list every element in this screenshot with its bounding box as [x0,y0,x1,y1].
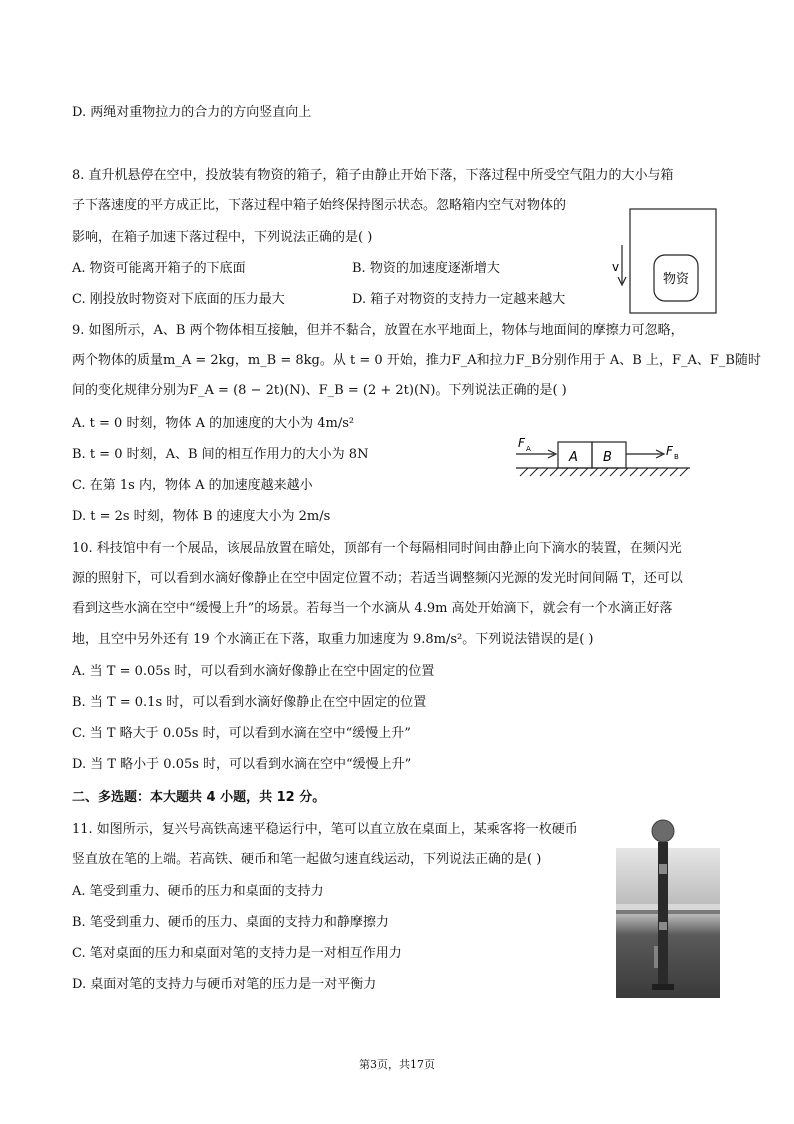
block-a-label: A [569,450,578,465]
q8-stem-line-1: 8. 直升机悬停在空中，投放装有物资的箱子，箱子由静止开始下落，下落过程中所受空气阻力的大小与箱 [72,168,674,183]
fa-label: F [518,436,525,450]
q11-pen-coin-photo [616,818,720,998]
q11-option-a: A. 笔受到重力、硬币的压力和桌面的支持力 [72,884,324,899]
q10-option-c: C. 当 T 略大于 0.05s 时，可以看到水滴在空中“缓慢上升” [72,726,411,741]
q9-stem-line-1: 9. 如图所示，A、B 两个物体相互接触，但并不黏合，放置在水平地面上，物体与地面间的摩擦力可忽略， [72,323,684,338]
q10-stem-line-2: 源的照射下，可以看到水滴好像静止在空中固定位置不动；若适当调整频闪光源的发光时间间隔 T，还可以 [72,571,683,586]
q8-option-a: A. 物资可能离开箱子的下底面 [72,261,246,276]
q9-option-d: D. t = 2s 时刻，物体 B 的速度大小为 2m/s [72,509,331,524]
supplies-label: 物资 [663,272,690,287]
q9-option-a: A. t = 0 时刻，物体 A 的加速度的大小为 4m/s² [72,416,355,431]
q10-stem-line-4: 地，且空中另外还有 19 个水滴正在下落，取重力加速度为 9.8m/s²。下列说法错误的是( ) [72,632,594,647]
q10-option-b: B. 当 T = 0.1s 时，可以看到水滴好像静止在空中固定的位置 [72,695,427,710]
q8-option-c: C. 刚投放时物资对下底面的压力最大 [72,292,285,307]
q8-stem-line-2: 子下落速度的平方成正比，下落过程中箱子始终保持图示状态。忽略箱内空气对物体的 [72,198,567,213]
q11-option-d: D. 桌面对笔的支持力与硬币对笔的压力是一对平衡力 [72,977,377,992]
q9-stem-line-3: 间的变化规律分别为F_A = (8 − 2t)(N)、F_B = (2 + 2t)(N)。下列说法正确的是( ) [72,383,567,398]
q8-box-figure [606,205,722,317]
q9-stem-line-2: 两个物体的质量m_A = 2kg，m_B = 8kg。从 t = 0 开始，推力F_A和拉力F_B分别作用于 A、B 上，F_A、F_B随时 [72,353,761,368]
q11-stem-line-1: 11. 如图所示，复兴号高铁高速平稳运行中，笔可以直立放在桌面上，某乘客将一枚硬币 [72,822,578,837]
velocity-label: v [612,260,620,274]
section-title-multi-choice: 二、多选题：本大题共 4 小题，共 12 分。 [72,790,326,805]
q11-stem-line-2: 竖直放在笔的上端。若高铁、硬币和笔一起做匀速直线运动，下列说法正确的是( ) [72,852,542,867]
block-b-label: B [603,450,612,465]
fa-subscript: A [526,445,531,453]
q8-option-b: B. 物资的加速度逐渐增大 [352,261,500,276]
q11-option-b: B. 笔受到重力、硬币的压力、桌面的支持力和静摩擦力 [72,915,389,930]
q10-stem-line-3: 看到这些水滴在空中“缓慢上升”的场景。若每当一个水滴从 4.9m 高处开始滴下，就会有一个水滴正好落 [72,601,673,616]
page-footer: 第3页，共17页 [359,1058,435,1071]
q10-option-a: A. 当 T = 0.05s 时，可以看到水滴好像静止在空中固定的位置 [72,664,435,679]
pen-shape [658,842,668,988]
q9-blocks-figure [512,432,694,484]
fb-subscript: B [674,453,679,461]
q11-option-c: C. 笔对桌面的压力和桌面对笔的支持力是一对相互作用力 [72,946,402,961]
q7-option-d: D. 两绳对重物拉力的合力的方向竖直向上 [72,105,312,120]
coin-shape [652,820,674,842]
q9-option-c: C. 在第 1s 内，物体 A 的加速度越来越小 [72,478,313,493]
q9-option-b: B. t = 0 时刻，A、B 间的相互作用力的大小为 8N [72,447,369,462]
fb-label: F [666,444,673,458]
q8-option-d: D. 箱子对物资的支持力一定越来越大 [352,292,566,307]
q10-stem-line-1: 10. 科技馆中有一个展品，该展品放置在暗处，顶部有一个每隔相同时间由静止向下滴水的装置，在频闪光 [72,541,682,556]
q8-stem-line-3: 影响，在箱子加速下落过程中，下列说法正确的是( ) [72,230,373,245]
q10-option-d: D. 当 T 略小于 0.05s 时，可以看到水滴在空中“缓慢上升” [72,757,412,772]
